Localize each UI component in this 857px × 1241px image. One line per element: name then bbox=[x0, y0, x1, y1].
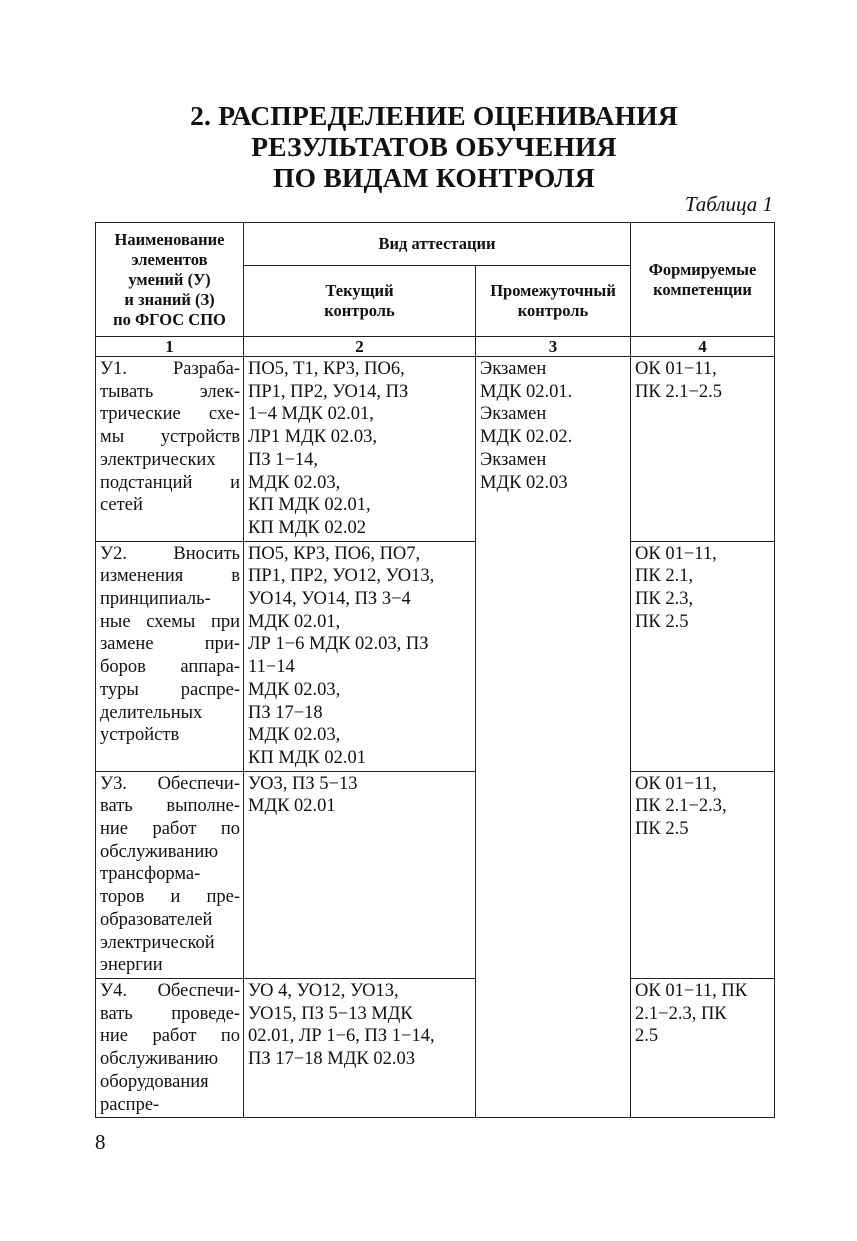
current-control-line: УО 4, УО12, УО13, bbox=[248, 980, 399, 1001]
table-row bbox=[96, 357, 775, 542]
skill-line: тывать элек- bbox=[100, 381, 240, 402]
header-line: элементов bbox=[131, 249, 208, 269]
section-heading-line: РЕЗУЛЬТАТОВ ОБУЧЕНИЯ bbox=[251, 131, 617, 162]
skill-line: подстанций и bbox=[100, 472, 240, 493]
current-control-line: УО14, УО14, ПЗ 3−4 bbox=[248, 589, 411, 610]
competency-line: ПК 2.3, bbox=[635, 589, 694, 610]
intermediate-control-line: МДК 02.01. bbox=[480, 381, 573, 402]
competencies-cell bbox=[631, 541, 775, 771]
header-line: Промежуточный bbox=[490, 281, 616, 300]
skill-line: боров аппара- bbox=[100, 657, 240, 678]
skill-line: трические схе- bbox=[100, 404, 240, 425]
skill-line: торов и пре- bbox=[100, 887, 240, 908]
skill-line: энергии bbox=[100, 955, 163, 976]
current-control-line: 1−4 МДК 02.01, bbox=[248, 404, 374, 425]
header-line: и знаний (З) bbox=[124, 289, 215, 309]
header-line: компетенции bbox=[653, 279, 752, 299]
current-control-line: ПО5, Т1, КР3, ПО6, bbox=[248, 359, 405, 379]
skill-line: принципиаль- bbox=[100, 589, 211, 610]
current-control-cell bbox=[244, 978, 476, 1117]
current-control-line: КП МДК 02.02 bbox=[248, 517, 366, 538]
current-control-line: МДК 02.03, bbox=[248, 679, 341, 700]
competency-line: ОК 01−11, bbox=[635, 773, 717, 794]
skill-line: образователей bbox=[100, 909, 213, 930]
header-line: Формируемые bbox=[648, 259, 757, 279]
competencies-cell bbox=[631, 771, 775, 978]
header-line: контроль bbox=[517, 301, 589, 320]
table-caption: Таблица 1 bbox=[684, 192, 773, 216]
skill-line: У2. Вносить bbox=[100, 543, 240, 564]
skill-line: ные схемы при bbox=[100, 611, 240, 632]
competency-line: ПК 2.1, bbox=[635, 566, 694, 587]
skill-line: У1. Разраба- bbox=[100, 359, 240, 379]
header-competencies bbox=[631, 223, 775, 337]
competency-line: 2.5 bbox=[635, 1026, 659, 1047]
skill-line: электрической bbox=[100, 932, 215, 953]
intermediate-control-line: Экзамен bbox=[480, 449, 547, 470]
competencies-cell bbox=[631, 978, 775, 1117]
competency-line: 2.1−2.3, ПК bbox=[635, 1003, 727, 1024]
current-control-line: МДК 02.01 bbox=[248, 796, 336, 817]
current-control-line: ЛР1 МДК 02.03, bbox=[248, 427, 377, 448]
skill-line: устройств bbox=[100, 725, 180, 746]
skill-line: ние работ по bbox=[100, 819, 240, 840]
section-heading-line: ПО ВИДАМ КОНТРОЛЯ bbox=[273, 162, 595, 193]
skill-line: вать выполне- bbox=[100, 796, 240, 817]
header-line: Текущий bbox=[325, 281, 394, 300]
skill-line: обслуживанию bbox=[100, 1049, 219, 1070]
competency-line: ОК 01−11, bbox=[635, 359, 717, 379]
skill-cell bbox=[96, 771, 244, 978]
skill-cell bbox=[96, 541, 244, 771]
current-control-line: КП МДК 02.01, bbox=[248, 495, 371, 516]
header-line: умений (У) bbox=[128, 269, 211, 289]
current-control-line: ПЗ 17−18 МДК 02.03 bbox=[248, 1049, 415, 1070]
skill-line: изменения в bbox=[100, 566, 240, 587]
skill-line: ние работ по bbox=[100, 1026, 240, 1047]
header-line: Наименование bbox=[114, 229, 225, 249]
current-control-line: КП МДК 02.01 bbox=[248, 747, 366, 768]
skill-line: оборудования bbox=[100, 1071, 209, 1092]
skill-line: замене при- bbox=[100, 634, 240, 655]
intermediate-control-cell bbox=[476, 357, 631, 1118]
competency-line: ОК 01−11, ПК bbox=[635, 980, 748, 1001]
intermediate-control-line: МДК 02.03 bbox=[480, 472, 568, 493]
skill-line: распре- bbox=[100, 1094, 160, 1115]
current-control-line: ПЗ 1−14, bbox=[248, 449, 319, 470]
current-control-line: УО15, ПЗ 5−13 МДК bbox=[248, 1003, 413, 1024]
skill-line: У4. Обеспечи- bbox=[100, 980, 240, 1001]
column-number: 3 bbox=[476, 337, 631, 357]
current-control-line: МДК 02.01, bbox=[248, 611, 341, 632]
skill-line: обслуживанию bbox=[100, 841, 219, 862]
current-control-line: 11−14 bbox=[248, 657, 295, 678]
column-number: 4 bbox=[631, 337, 775, 357]
header-current-control bbox=[244, 266, 476, 337]
competency-line: ПК 2.1−2.5 bbox=[635, 381, 723, 402]
current-control-line: ЛР 1−6 МДК 02.03, ПЗ bbox=[248, 634, 429, 655]
competency-line: ПК 2.5 bbox=[635, 611, 689, 632]
current-control-line: ПО5, КР3, ПО6, ПО7, bbox=[248, 543, 421, 564]
skill-line: трансформа- bbox=[100, 864, 201, 885]
competency-line: ПК 2.5 bbox=[635, 819, 689, 840]
intermediate-control-line: МДК 02.02. bbox=[480, 427, 573, 448]
current-control-cell bbox=[244, 541, 476, 771]
current-control-line: УО3, ПЗ 5−13 bbox=[248, 773, 358, 794]
intermediate-control-line: Экзамен bbox=[480, 404, 547, 425]
table-row bbox=[96, 541, 775, 771]
column-number-row bbox=[96, 337, 775, 357]
header-skills bbox=[96, 223, 244, 337]
header-line: контроль bbox=[324, 301, 395, 320]
current-control-cell bbox=[244, 357, 476, 542]
header-attestation-type: Вид аттестации bbox=[244, 223, 631, 266]
skill-cell bbox=[96, 357, 244, 542]
intermediate-control-line: Экзамен bbox=[480, 359, 547, 379]
current-control-cell bbox=[244, 771, 476, 978]
table-row bbox=[96, 771, 775, 978]
assessment-table bbox=[95, 222, 775, 1118]
column-number: 1 bbox=[96, 337, 244, 357]
column-number: 2 bbox=[244, 337, 476, 357]
current-control-line: ПЗ 17−18 bbox=[248, 702, 323, 723]
skill-line: туры распре- bbox=[100, 679, 240, 700]
current-control-line: ПР1, ПР2, УО12, УО13, bbox=[248, 566, 435, 587]
competency-line: ОК 01−11, bbox=[635, 543, 717, 564]
section-heading bbox=[95, 100, 773, 193]
page-number: 8 bbox=[95, 1130, 106, 1154]
header-intermediate-control bbox=[476, 266, 631, 337]
competencies-cell bbox=[631, 357, 775, 542]
skill-line: вать проведе- bbox=[100, 1003, 240, 1024]
skill-line: сетей bbox=[100, 495, 143, 516]
skill-line: делительных bbox=[100, 702, 203, 723]
skill-line: электрических bbox=[100, 449, 216, 470]
current-control-line: МДК 02.03, bbox=[248, 472, 341, 493]
skill-line: У3. Обеспечи- bbox=[100, 773, 240, 794]
current-control-line: ПР1, ПР2, УО14, ПЗ bbox=[248, 381, 409, 402]
current-control-line: 02.01, ЛР 1−6, ПЗ 1−14, bbox=[248, 1026, 435, 1047]
header-line: по ФГОС СПО bbox=[113, 309, 226, 329]
skill-line: мы устройств bbox=[100, 427, 240, 448]
competency-line: ПК 2.1−2.3, bbox=[635, 796, 727, 817]
section-heading-line: 2. РАСПРЕДЕЛЕНИЕ ОЦЕНИВАНИЯ bbox=[190, 100, 678, 131]
table-row bbox=[96, 978, 775, 1117]
skill-cell bbox=[96, 978, 244, 1117]
current-control-line: МДК 02.03, bbox=[248, 725, 341, 746]
